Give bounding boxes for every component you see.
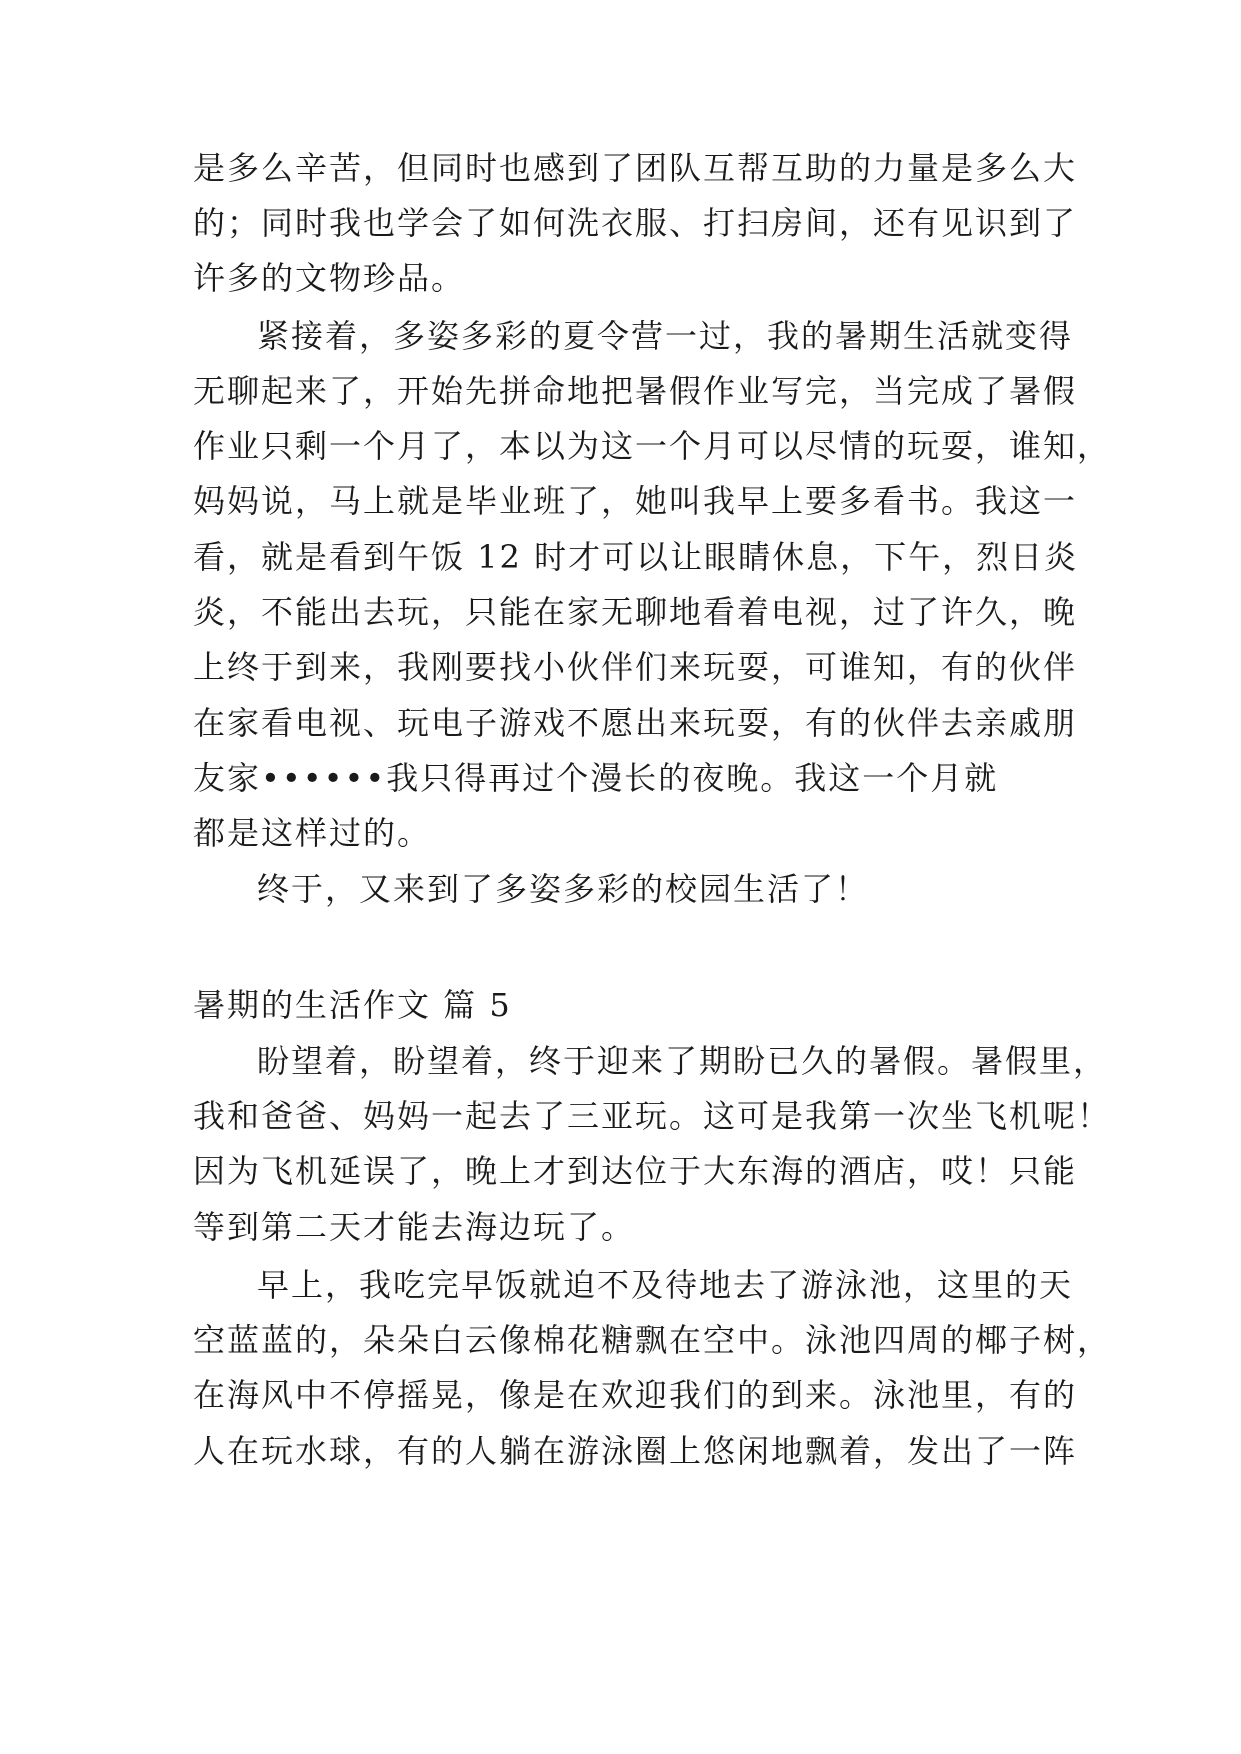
paragraph-first-line: 盼望着，盼望着，终于迎来了期盼已久的暑假。暑假里，: [257, 1042, 1108, 1080]
text-line: 在海风中不停摇晃，像是在欢迎我们的到来。泳池里，有的: [193, 1376, 1078, 1414]
paragraph-first-line: 终于，又来到了多姿多彩的校园生活了！: [257, 870, 870, 908]
text-line: 等到第二天才能去海边玩了。: [193, 1208, 636, 1246]
section-heading: 暑期的生活作文 篇 5: [193, 986, 512, 1024]
text-line: 在家看电视、玩电子游戏不愿出来玩耍，有的伙伴去亲戚朋: [193, 704, 1078, 742]
text-line: 无聊起来了，开始先拼命地把暑假作业写完，当完成了暑假: [193, 372, 1078, 410]
text-line: 看，就是看到午饭 12 时才可以让眼睛休息，下午，烈日炎: [193, 538, 1079, 576]
text-line: 都是这样过的。: [193, 814, 432, 852]
text-line: 许多的文物珍品。: [193, 259, 466, 297]
text-line: 友家••••••我只得再过个漫长的夜晚。我这一个月就: [193, 759, 999, 797]
text-line: 人在玩水球，有的人躺在游泳圈上悠闲地飘着，发出了一阵: [193, 1432, 1078, 1470]
text-line: 炎，不能出去玩，只能在家无聊地看着电视，过了许久，晚: [193, 593, 1078, 631]
paragraph-first-line: 早上，我吃完早饭就迫不及待地去了游泳池，这里的天: [257, 1266, 1074, 1304]
text-line: 因为飞机延误了，晚上才到达位于大东海的酒店，哎！只能: [193, 1152, 1078, 1190]
paragraph-first-line: 紧接着，多姿多彩的夏令营一过，我的暑期生活就变得: [257, 317, 1074, 355]
text-line: 作业只剩一个月了，本以为这一个月可以尽情的玩耍，谁知，: [193, 427, 1112, 465]
text-line: 我和爸爸、妈妈一起去了三亚玩。这可是我第一次坐飞机呢！: [193, 1097, 1112, 1135]
text-line: 妈妈说，马上就是毕业班了，她叫我早上要多看书。我这一: [193, 482, 1078, 520]
text-line: 上终于到来，我刚要找小伙伴们来玩耍，可谁知，有的伙伴: [193, 648, 1078, 686]
text-line: 是多么辛苦，但同时也感到了团队互帮互助的力量是多么大: [193, 149, 1078, 187]
text-line: 空蓝蓝的，朵朵白云像棉花糖飘在空中。泳池四周的椰子树，: [193, 1321, 1112, 1359]
text-line: 的；同时我也学会了如何洗衣服、打扫房间，还有见识到了: [193, 204, 1078, 242]
